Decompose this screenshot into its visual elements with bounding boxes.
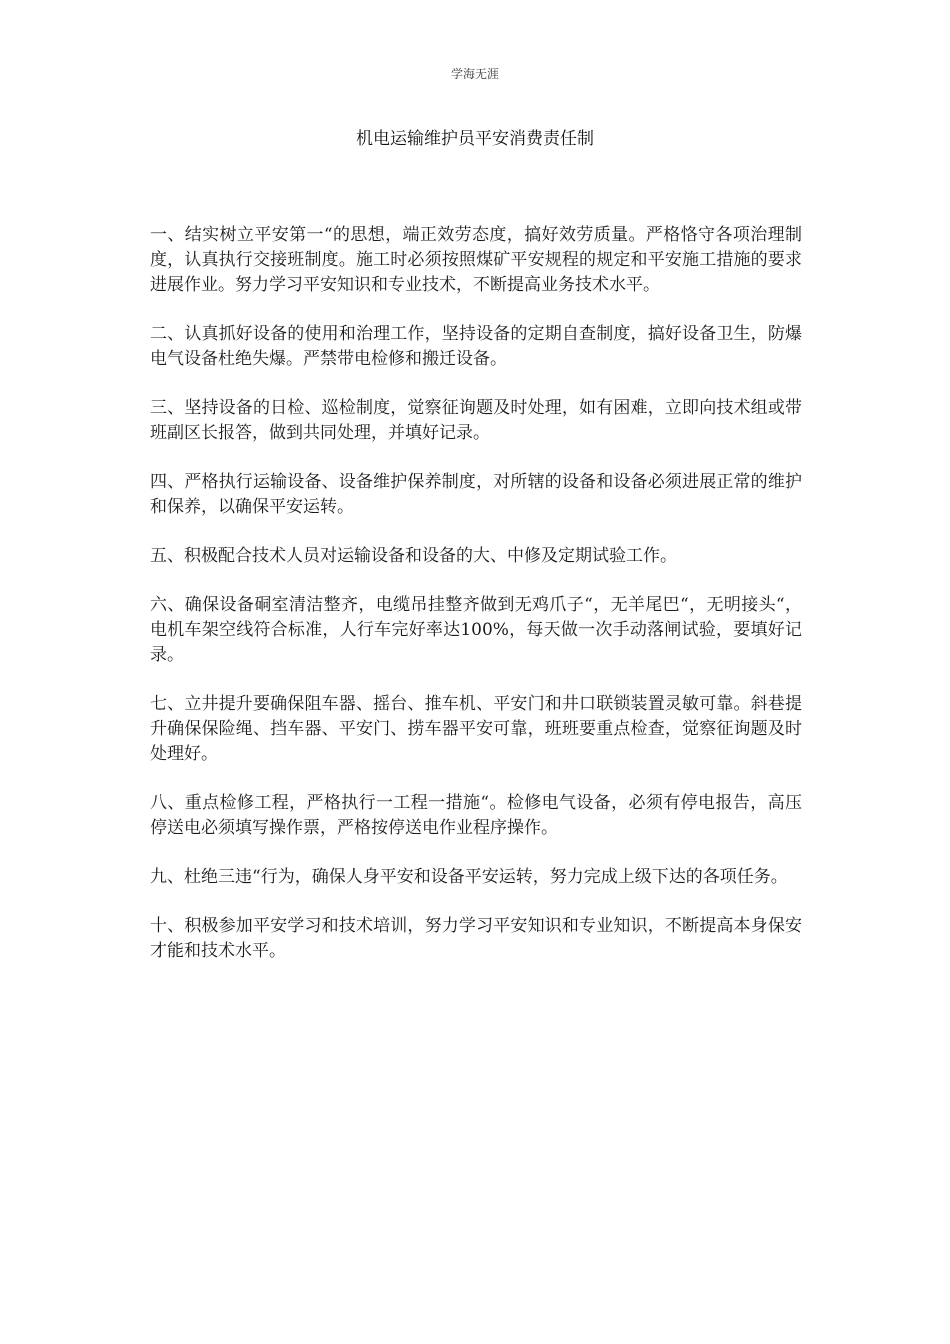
document-body <box>150 223 802 988</box>
paragraph: 八、重点检修工程，严格执行一工程一措施“。检修电气设备，必须有停电报告，高压停送电必须填写操作票，严格按停送电作业程序操作。 <box>150 793 802 838</box>
page-header: 学海无涯 <box>450 67 499 81</box>
document-title: 机电运输维护员平安消费责任制 <box>356 129 594 149</box>
paragraph: 五、积极配合技术人员对运输设备和设备的大、中修及定期试验工作。 <box>150 546 677 566</box>
paragraph: 十、积极参加平安学习和技术培训，努力学习平安知识和专业知识，不断提高本身保安才能和技术水平。 <box>150 916 802 961</box>
paragraph: 七、立井提升要确保阻车器、摇台、推车机、平安门和井口联锁装置灵敏可靠。斜巷提升确保保险绳、挡车器、平安门、捞车器平安可靠，班班要重点检查，觉察征询题及时处理好。 <box>150 694 802 764</box>
paragraph: 九、杜绝三违“行为，确保人身平安和设备平安运转，努力完成上级下达的各项任务。 <box>150 867 788 887</box>
paragraph: 三、坚持设备的日检、巡检制度，觉察征询题及时处理，如有困难，立即向技术组或带班副区长报答，做到共同处理，并填好记录。 <box>150 398 802 443</box>
paragraph: 一、结实树立平安第一“的思想，端正效劳态度，搞好效劳质量。严格恪守各项治理制度，认真执行交接班制度。施工时必须按照煤矿平安规程的规定和平安施工措施的要求进展作业。努力学习平安知识和专业技术，不断提高业务技术水平。 <box>150 225 802 295</box>
paragraph: 二、认真抓好设备的使用和治理工作，坚持设备的定期自查制度，搞好设备卫生，防爆电气设备杜绝失爆。严禁带电检修和搬迁设备。 <box>150 324 802 369</box>
paragraph: 六、确保设备硐室清洁整齐，电缆吊挂整齐做到无鸡爪子“，无羊尾巴“，无明接头“，电机车架空线符合标准，人行车完好率达100%，每天做一次手动落闸试验，要填好记录。 <box>150 595 802 665</box>
paragraph: 四、严格执行运输设备、设备维护保养制度，对所辖的设备和设备必须进展正常的维护和保养，以确保平安运转。 <box>150 472 802 517</box>
